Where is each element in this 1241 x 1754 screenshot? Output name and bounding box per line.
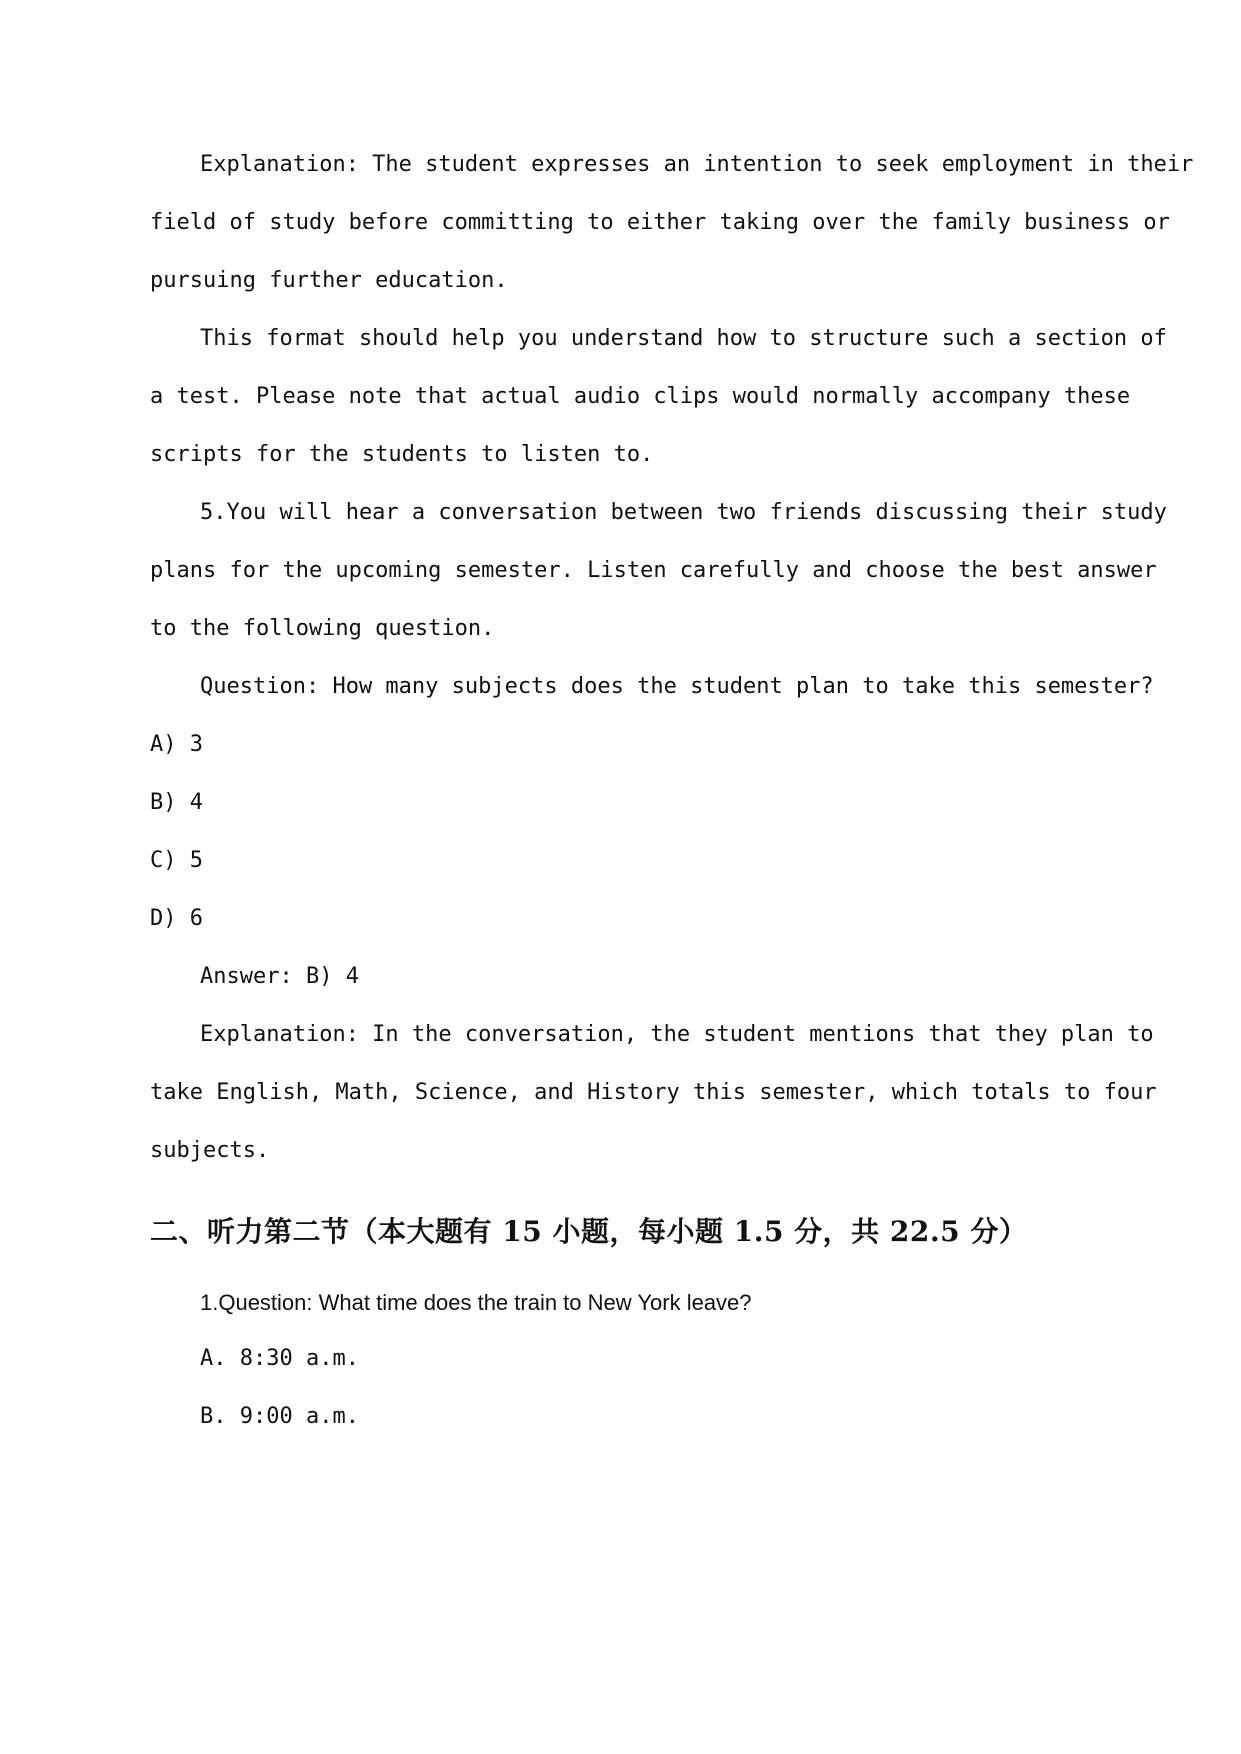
q5-explanation-line-1: Explanation: In the conversation, the student mentions that they plan to [200, 1022, 1154, 1047]
q5-option-c: C) 5 [150, 848, 203, 873]
s2-q1-option-a: A. 8:30 a.m. [200, 1346, 359, 1371]
s2-q1-question: 1.Question: What time does the train to New York leave? [200, 1290, 752, 1315]
explanation-line-1: Explanation: The student expresses an intention to seek employment in their [200, 152, 1194, 177]
q5-option-b: B) 4 [150, 790, 203, 815]
section-2-heading: 二、听力第二节（本大题有 15 小题，每小题 1.5 分，共 22.5 分） [150, 1215, 1028, 1248]
note-line-2: a test. Please note that actual audio clips would normally accompany these [150, 384, 1131, 409]
s2-q1-option-b: B. 9:00 a.m. [200, 1404, 359, 1429]
q5-answer: Answer: B) 4 [200, 964, 359, 989]
q5-prompt-line-2: plans for the upcoming semester. Listen carefully and choose the best answer [150, 558, 1157, 583]
q5-prompt-line-3: to the following question. [150, 616, 495, 641]
q5-option-d: D) 6 [150, 906, 203, 931]
note-line-1: This format should help you understand how to structure such a section of [200, 326, 1167, 351]
q5-prompt-line-1: 5.You will hear a conversation between two friends discussing their study [200, 500, 1167, 525]
q5-explanation-line-2: take English, Math, Science, and History this semester, which totals to four [150, 1080, 1157, 1105]
explanation-line-3: pursuing further education. [150, 268, 508, 293]
q5-question: Question: How many subjects does the student plan to take this semester? [200, 674, 1154, 699]
note-line-3: scripts for the students to listen to. [150, 442, 654, 467]
q5-explanation-line-3: subjects. [150, 1138, 270, 1163]
q5-option-a: A) 3 [150, 732, 203, 757]
explanation-line-2: field of study before committing to either taking over the family business or [150, 210, 1170, 235]
